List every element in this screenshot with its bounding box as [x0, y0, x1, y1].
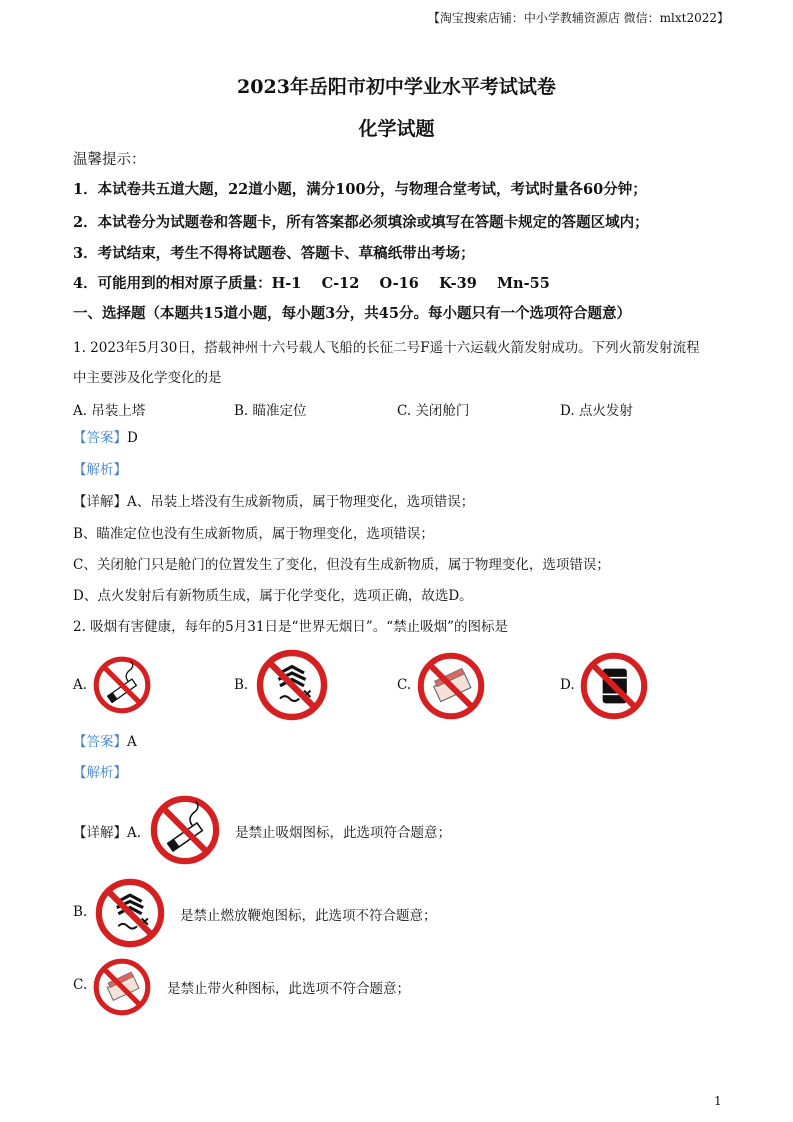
q2-analysis-label: 【解析】 [73, 765, 127, 781]
no-smoking-sign-icon [93, 656, 151, 714]
tip-2: 2．本试卷分为试题卷和答题卡，所有答案都必须填涂或填写在答题卡规定的答题区域内； [73, 214, 649, 231]
q2-answer [73, 733, 137, 751]
q1-analysis-label: 【解析】 [73, 462, 127, 478]
q1-detail-2: B、瞄准定位也没有生成新物质，属于物理变化，选项错误； [73, 526, 434, 542]
answer-value: D [127, 430, 138, 446]
tips-heading: 温馨提示： [73, 152, 146, 168]
q2-stem: 2. 吸烟有害健康，每年的5月31日是“世界无烟日”。“禁止吸烟”的图标是 [73, 619, 509, 635]
q2-option-d-label: D. [560, 677, 575, 693]
page-subtitle: 化学试题 [358, 118, 435, 140]
q1-option-d: D. 点火发射 [560, 403, 633, 419]
answer-label: 【答案】 [73, 734, 127, 750]
q2-option-a-label: A. [73, 677, 88, 693]
q2-option-b-label: B. [234, 677, 249, 693]
q1-option-c: C. 关闭舱门 [397, 403, 470, 419]
q1-detail-3: C、关闭舱门只是舱门的位置发生了变化，但没有生成新物质，属于物理变化，选项错误； [73, 557, 610, 573]
q2-detail-c-prefix: C. [73, 977, 88, 993]
q2-detail-b-prefix: B. [73, 904, 88, 920]
q2-detail-a-prefix: 【详解】A. [73, 825, 142, 841]
q1-answer [73, 429, 138, 447]
q1-option-b: B. 瞄准定位 [234, 403, 307, 419]
section-heading: 一、选择题（本题共15道小题，每小题3分，共45分。每小题只有一个选项符合题意） [73, 305, 631, 322]
no-flammable-sign-icon [580, 652, 648, 720]
q2-option-c-label: C. [397, 677, 412, 693]
q2-detail-b-text: 是禁止燃放鞭炮图标，此选项不符合题意； [180, 908, 437, 924]
no-smoking-sign-icon [150, 795, 220, 865]
page-title: 2023年岳阳市初中学业水平考试试卷 [237, 76, 556, 98]
q1-stem-line2: 中主要涉及化学变化的是 [73, 370, 222, 386]
q1-option-a: A. 吊装上塔 [73, 403, 146, 419]
no-firecrackers-sign-icon [95, 878, 165, 948]
page-number: 1 [714, 1094, 722, 1108]
q2-detail-c-text: 是禁止带火种图标，此选项不符合题意； [167, 981, 410, 997]
no-matches-sign-icon [417, 652, 485, 720]
header-note: 【淘宝搜索店铺：中小学教辅资源店 微信：mlxt2022】 [427, 11, 729, 25]
q1-detail-4: D、点火发射后有新物质生成，属于化学变化，选项正确，故选D。 [73, 588, 473, 604]
answer-label: 【答案】 [73, 430, 127, 446]
q1-stem-line1: 1. 2023年5月30日，搭载神州十六号载人飞船的长征二号F遥十六运载火箭发射成功。下列火箭发射流程 [73, 340, 700, 356]
q2-detail-a-text: 是禁止吸烟图标，此选项符合题意； [235, 825, 451, 841]
answer-value: A [127, 734, 137, 750]
tip-3: 3．考试结束，考生不得将试题卷、答题卡、草稿纸带出考场； [73, 245, 475, 262]
no-matches-sign-icon [93, 958, 151, 1016]
q1-detail-1: 【详解】A、吊装上塔没有生成新物质，属于物理变化，选项错误； [73, 494, 475, 510]
no-firecrackers-sign-icon [256, 649, 328, 721]
tip-1: 1．本试卷共五道大题，22道小题，满分100分，与物理合堂考试，考试时量各60分钟； [73, 181, 647, 198]
tip-4: 4．可能用到的相对原子质量：H-1 C-12 O-16 K-39 Mn-55 [73, 275, 550, 292]
